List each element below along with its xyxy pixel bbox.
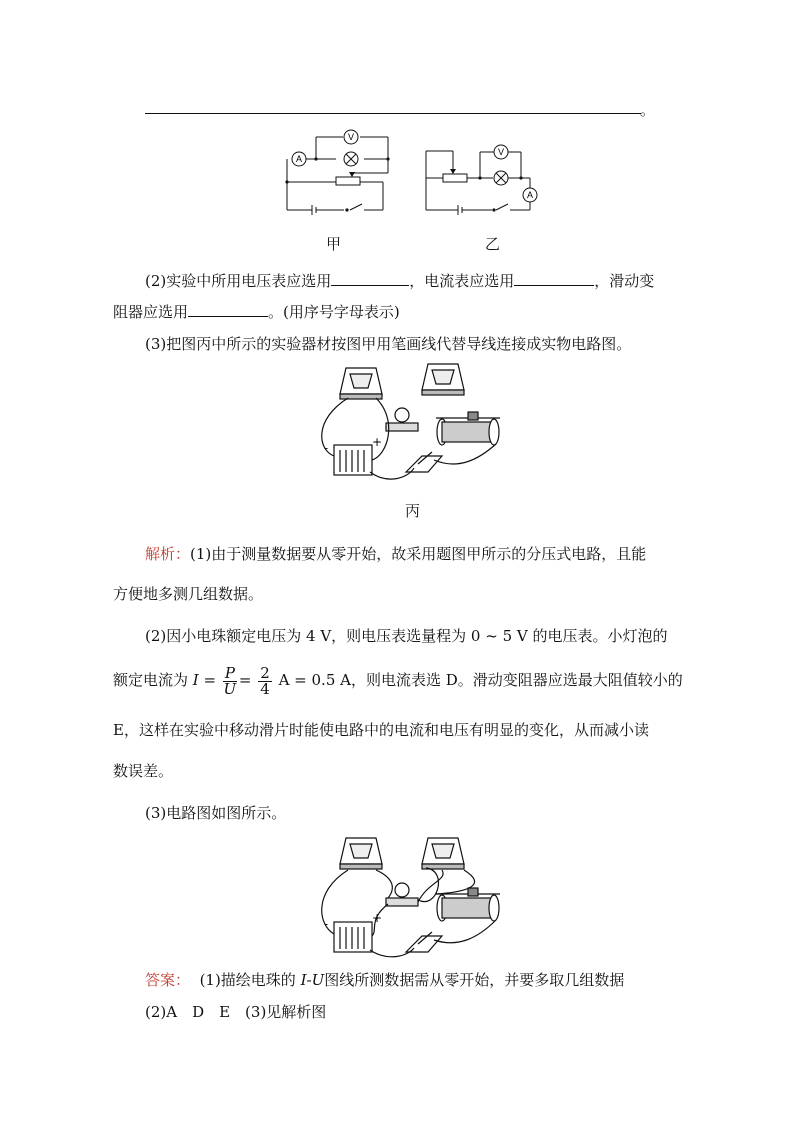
q2-text-d: 阻器应选用 (113, 303, 189, 321)
q2-text-e: 。(用序号字母表示) (268, 303, 400, 321)
analysis-p2-line3: E，这样在实验中移动滑片时能使电路中的电流和电压有明显的变化，从而减小读 (113, 721, 649, 739)
circuit-diagram-yi (420, 140, 545, 220)
analysis-p1-line1: 解析：(1)由于测量数据要从零开始，故采用题图甲所示的分压式电路，且能 (145, 545, 647, 563)
analysis-p2-line1: (2)因小电珠额定电压为 4 V，则电压表选量程为 0 ~ 5 V 的电压表。小灯泡的 (145, 627, 668, 645)
analysis-p2-line4: 数误差。 (113, 762, 174, 780)
q2-line1 (145, 271, 654, 291)
voltmeter-label: V (347, 132, 355, 142)
voltmeter-answer-blank[interactable] (331, 271, 409, 286)
caption-jia: 甲 (326, 235, 342, 253)
battery-plus-label: + (372, 435, 383, 449)
top-answer-blank (145, 113, 641, 114)
iu-symbol: I-U (300, 971, 325, 989)
answer-line1: 答案： (1)描绘电珠的 I-U图线所测数据需从零开始，并要多取几组数据 (145, 971, 625, 989)
analysis-p1-line2: 方便地多测几组数据。 (113, 585, 264, 603)
q2-line2 (113, 302, 400, 322)
analysis-label: 解析： (145, 545, 191, 563)
battery-minus-label: - (324, 917, 329, 931)
battery-plus-label: + (372, 911, 383, 925)
rheostat-answer-blank[interactable] (188, 302, 268, 317)
q2-text-c: ，滑动变 (594, 272, 655, 290)
ammeter-label: A (526, 190, 534, 200)
analysis-p3: (3)电路图如图所示。 (145, 804, 287, 822)
q3-text: (3)把图丙中所示的实验器材按图甲用笔画线代替导线连接成实物电路图。 (145, 335, 632, 353)
answer-line2: (2)A D E (3)见解析图 (145, 1003, 327, 1021)
completed-circuit-figure (318, 830, 528, 965)
analysis-p2-line2: 额定电流为 I = $\frac{P}{U}$ = $\frac{2}{4}$ A = 0.5 A，则电流表选 D。滑动变阻器应选最大阻值较小的 (113, 663, 683, 698)
formula-fraction-24: $\frac{2}{4}$ (260, 663, 270, 698)
ammeter-label: A (295, 154, 303, 164)
ammeter-answer-blank[interactable] (514, 271, 594, 286)
q2-text-b: ，电流表应选用 (409, 272, 515, 290)
circuit-diagram-jia (280, 128, 400, 218)
q2-text-a: (2)实验中所用电压表应选用 (145, 272, 332, 290)
top-period: 。 (640, 101, 656, 119)
apparatus-figure-bing (318, 360, 528, 490)
battery-minus-label: - (324, 441, 329, 455)
caption-bing: 丙 (405, 502, 421, 520)
answer-label: 答案： (145, 971, 191, 989)
formula-fraction-PU: $\frac{P}{U}$ (223, 663, 237, 698)
caption-yi: 乙 (485, 235, 501, 253)
voltmeter-label: V (497, 147, 505, 157)
